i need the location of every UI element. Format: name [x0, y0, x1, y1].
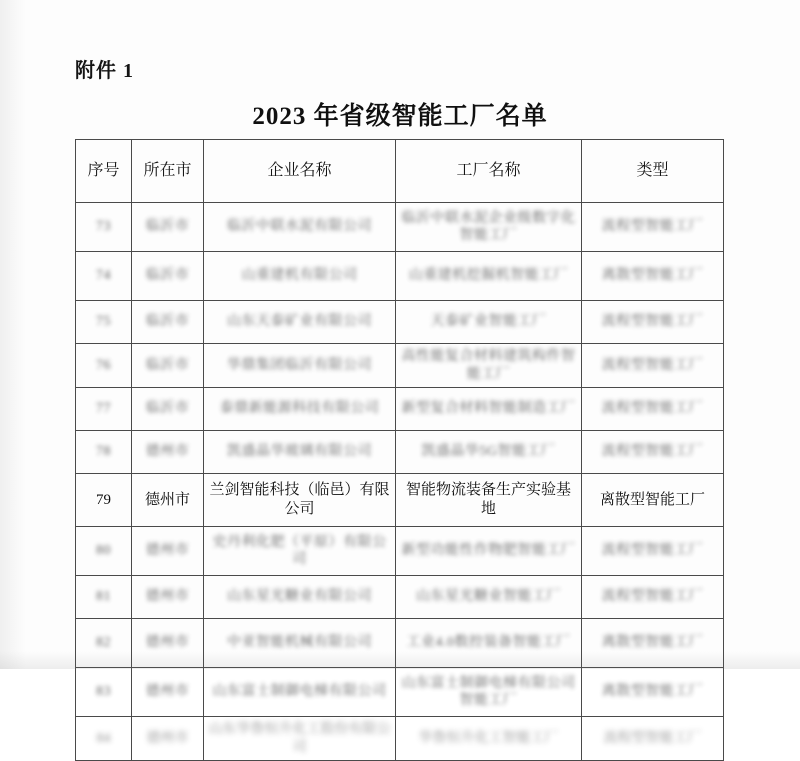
cell-city: 临沂市	[132, 301, 204, 344]
cell-seq: 74	[76, 252, 132, 301]
cell-type: 流程型智能工厂	[582, 717, 724, 761]
cell-factory: 智能物流装备生产实验基地	[396, 474, 582, 527]
table-row	[76, 527, 724, 576]
cell-city: 德州市	[132, 576, 204, 619]
cell-type: 离散型智能工厂	[582, 619, 724, 668]
table-row	[76, 717, 724, 761]
column-header-seq: 序号	[76, 140, 132, 203]
cell-company: 凯盛晶华玻璃有限公司	[204, 431, 396, 474]
table-row	[76, 619, 724, 668]
table-row	[76, 301, 724, 344]
table-row	[76, 576, 724, 619]
smart-factory-table-container	[75, 139, 723, 761]
cell-company: 山东富士制御电梯有限公司	[204, 668, 396, 717]
cell-factory: 新型复合材料智能制造工厂	[396, 388, 582, 431]
cell-type: 流程型智能工厂	[582, 301, 724, 344]
cell-city: 德州市	[132, 474, 204, 527]
cell-factory: 临沂中联水泥企业级数字化智能工厂	[396, 203, 582, 252]
cell-seq: 79	[76, 474, 132, 527]
cell-company: 泰鼎新能源科技有限公司	[204, 388, 396, 431]
cell-city: 德州市	[132, 668, 204, 717]
table-header-row	[76, 140, 724, 203]
cell-type: 流程型智能工厂	[582, 388, 724, 431]
cell-type: 流程型智能工厂	[582, 527, 724, 576]
cell-factory: 凯盛晶华5G智能工厂	[396, 431, 582, 474]
cell-company: 华鼎集团临沂有限公司	[204, 344, 396, 388]
cell-company: 山东星光糖业有限公司	[204, 576, 396, 619]
cell-city: 临沂市	[132, 388, 204, 431]
cell-type: 离散型智能工厂	[582, 252, 724, 301]
cell-company: 山东天泰矿业有限公司	[204, 301, 396, 344]
table-header	[76, 140, 724, 203]
column-header-city: 所在市	[132, 140, 204, 203]
table-row	[76, 474, 724, 527]
smart-factory-table	[75, 139, 724, 761]
column-header-factory: 工厂名称	[396, 140, 582, 203]
cell-city: 临沂市	[132, 344, 204, 388]
cell-seq: 78	[76, 431, 132, 474]
cell-factory: 天泰矿业智能工厂	[396, 301, 582, 344]
cell-factory: 山东星光糖业智能工厂	[396, 576, 582, 619]
table-row	[76, 668, 724, 717]
cell-seq: 76	[76, 344, 132, 388]
cell-company: 临沂中联水泥有限公司	[204, 203, 396, 252]
cell-factory: 山重建机挖掘机智能工厂	[396, 252, 582, 301]
cell-city: 德州市	[132, 431, 204, 474]
column-header-company: 企业名称	[204, 140, 396, 203]
table-row	[76, 431, 724, 474]
cell-company: 山东华鲁恒升化工股份有限公司	[204, 717, 396, 761]
table-row	[76, 344, 724, 388]
cell-company: 中亚智能机械有限公司	[204, 619, 396, 668]
table-row	[76, 388, 724, 431]
cell-seq: 77	[76, 388, 132, 431]
cell-type: 流程型智能工厂	[582, 344, 724, 388]
cell-type: 流程型智能工厂	[582, 203, 724, 252]
table-row	[76, 252, 724, 301]
cell-seq: 83	[76, 668, 132, 717]
cell-seq: 82	[76, 619, 132, 668]
cell-company: 史丹利化肥（平原）有限公司	[204, 527, 396, 576]
cell-seq: 75	[76, 301, 132, 344]
cell-factory: 华鲁恒升化工智能工厂	[396, 717, 582, 761]
cell-city: 德州市	[132, 619, 204, 668]
column-header-type: 类型	[582, 140, 724, 203]
cell-factory: 高性能复合材料建筑构件智能工厂	[396, 344, 582, 388]
page-title: 2023 年省级智能工厂名单	[252, 103, 548, 130]
cell-type: 流程型智能工厂	[582, 431, 724, 474]
cell-seq: 73	[76, 203, 132, 252]
cell-factory: 山东富士制御电梯有限公司智能工厂	[396, 668, 582, 717]
cell-seq: 81	[76, 576, 132, 619]
cell-seq: 80	[76, 527, 132, 576]
cell-city: 德州市	[132, 717, 204, 761]
cell-company: 山重建机有限公司	[204, 252, 396, 301]
cell-type: 离散型智能工厂	[582, 474, 724, 527]
table-row	[76, 203, 724, 252]
attachment-label: 附件 1	[75, 60, 134, 82]
table-body	[76, 203, 724, 761]
cell-city: 临沂市	[132, 203, 204, 252]
cell-factory: 新型功能性作物肥智能工厂	[396, 527, 582, 576]
cell-type: 流程型智能工厂	[582, 576, 724, 619]
cell-factory: 工业4.0数控装备智能工厂	[396, 619, 582, 668]
cell-city: 德州市	[132, 527, 204, 576]
cell-city: 临沂市	[132, 252, 204, 301]
cell-type: 离散型智能工厂	[582, 668, 724, 717]
cell-seq: 84	[76, 717, 132, 761]
cell-company: 兰剑智能科技（临邑）有限公司	[204, 474, 396, 527]
